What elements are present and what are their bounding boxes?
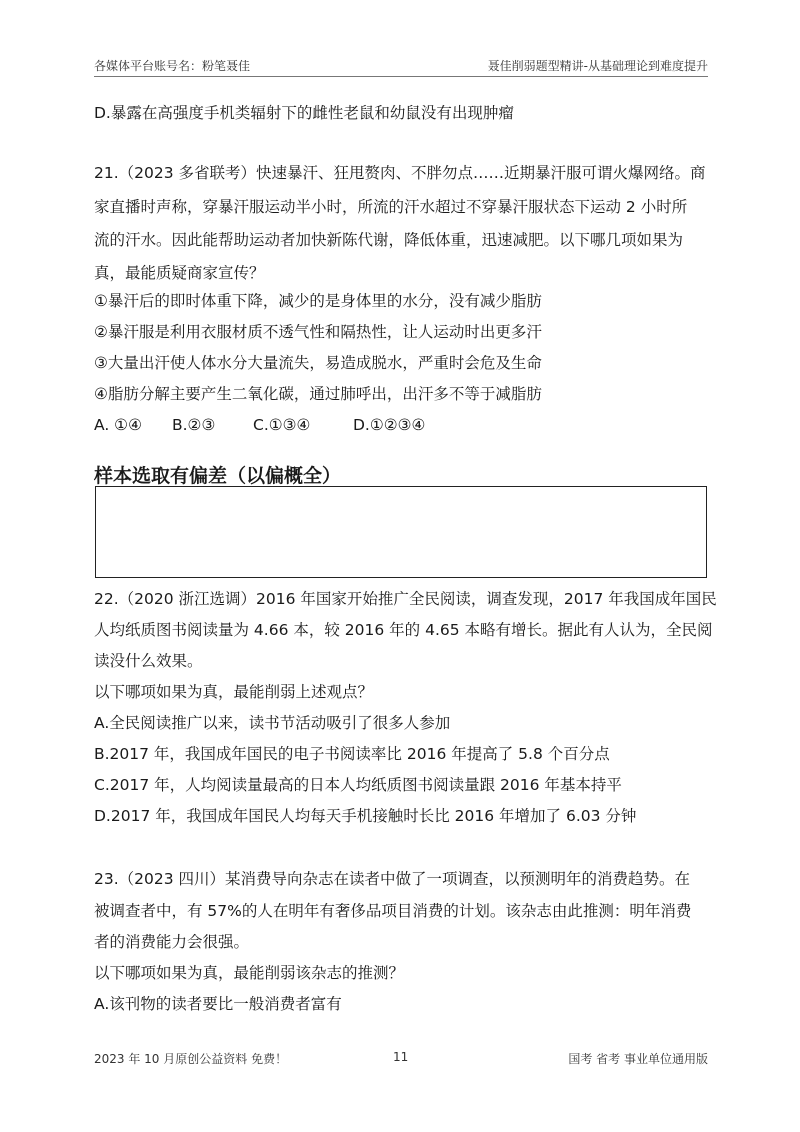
q21-stem-line: 家直播时声称，穿暴汗服运动半小时，所流的汗水超过不穿暴汗服状态下运动 2 小时所 xyxy=(94,198,688,216)
q21-statement: ④脂肪分解主要产生二氧化碳，通过肺呼出，出汗多不等于减脂肪 xyxy=(94,385,542,403)
q22-stem-line: 读没什么效果。 xyxy=(94,652,203,670)
q22-option-a: A.全民阅读推广以来，读书节活动吸引了很多人参加 xyxy=(94,714,451,732)
footer-note: 2023 年 10 月原创公益资料 免费！ xyxy=(94,1052,288,1066)
q22-question-prompt: 以下哪项如果为真，最能削弱上述观点？ xyxy=(94,683,374,701)
q21-choice-c: C.①③④ xyxy=(253,416,311,434)
footer-edition: 国考 省考 事业单位通用版 xyxy=(568,1052,708,1066)
q22-stem-line: 人均纸质图书阅读量为 4.66 本，较 2016 年的 4.65 本略有增长。据此有人认为，全民阅 xyxy=(94,621,713,639)
q21-statement: ②暴汗服是利用衣服材质不透气性和隔热性，让人运动时出更多汗 xyxy=(94,323,542,341)
header-course-title: 聂佳削弱题型精讲-从基础理论到难度提升 xyxy=(487,59,708,73)
q21-stem-line: 真，最能质疑商家宣传？ xyxy=(94,264,265,282)
q23-stem-line: 被调查者中，有 57%的人在明年有奢侈品项目消费的计划。该杂志由此推测：明年消费 xyxy=(94,902,692,920)
q21-choice-d: D.①②③④ xyxy=(353,416,426,434)
q23-stem-line: 者的消费能力会很强。 xyxy=(94,933,250,951)
q22-option-b: B.2017 年，我国成年国民的电子书阅读率比 2016 年提高了 5.8 个百分点 xyxy=(94,745,610,763)
header-account-name: 各媒体平台账号名：粉笔聂佳 xyxy=(94,59,251,73)
q21-choices xyxy=(94,415,425,435)
q22-option-c: C.2017 年，人均阅读量最高的日本人均纸质图书阅读量跟 2016 年基本持平 xyxy=(94,776,622,794)
q21-statement: ③大量出汗使人体水分大量流失，易造成脱水，严重时会危及生命 xyxy=(94,354,542,372)
section-title: 样本选取有偏差（以偏概全） xyxy=(94,465,342,487)
q23-question-prompt: 以下哪项如果为真，最能削弱该杂志的推测？ xyxy=(94,964,405,982)
previous-question-option-d: D.暴露在高强度手机类辐射下的雌性老鼠和幼鼠没有出现肿瘤 xyxy=(94,104,514,122)
q21-choice-b: B.②③ xyxy=(172,416,216,434)
q21-stem-line: 流的汗水。因此能帮助运动者加快新陈代谢，降低体重，迅速减肥。以下哪几项如果为 xyxy=(94,231,684,249)
q21-statement: ①暴汗后的即时体重下降，减少的是身体里的水分，没有减少脂肪 xyxy=(94,292,542,310)
q23-stem-line: 23.（2023 四川）某消费导向杂志在读者中做了一项调查，以预测明年的消费趋势。在 xyxy=(94,870,691,888)
q22-stem-line: 22.（2020 浙江选调）2016 年国家开始推广全民阅读，调查发现，2017 年我国成年国民 xyxy=(94,590,717,608)
page-number: 11 xyxy=(393,1050,409,1064)
header-divider xyxy=(94,76,708,77)
notes-box xyxy=(95,486,707,578)
q23-option-a: A.该刊物的读者要比一般消费者富有 xyxy=(94,995,342,1013)
q22-option-d: D.2017 年，我国成年国民人均每天手机接触时长比 2016 年增加了 6.03 分钟 xyxy=(94,807,637,825)
q21-stem-line: 21.（2023 多省联考）快速暴汗、狂甩赘肉、不胖勿点……近期暴汗服可谓火爆网络。商 xyxy=(94,164,706,182)
q21-choice-a: A. ①④ xyxy=(94,416,142,434)
